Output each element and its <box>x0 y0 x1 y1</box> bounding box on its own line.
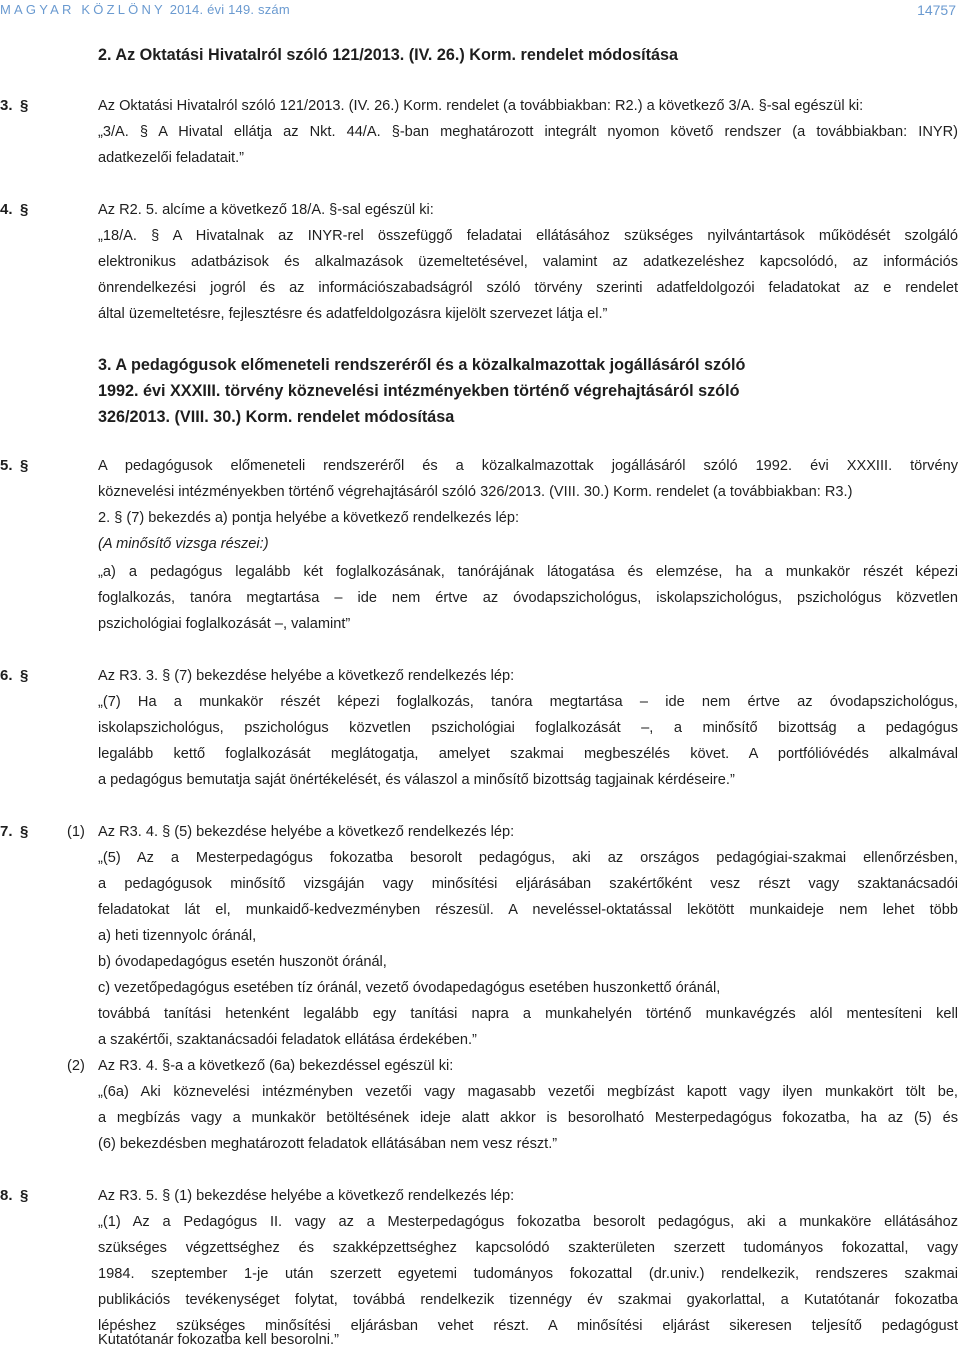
text-line: 2. § (7) bekezdés a) pontja helyébe a következő rendelkezés lép: <box>98 510 520 526</box>
text-line: a pedagógusok minősítő vizsgáján vagy minősítési eljárásában szakértőként vesz részt vagy szaktanácsadói <box>98 876 958 892</box>
text-line: adatkezelői feladatait.” <box>98 150 245 166</box>
text-line: Az R3. 4. §-a a következő (6a) bekezdéssel egészül ki: <box>98 1058 454 1074</box>
chapter-heading-3-line-1: 3. A pedagógusok előmeneteli rendszeréről és a közalkalmazottak jogállásáról szóló <box>98 356 746 374</box>
text-line: Az R2. 5. alcíme a következő 18/A. §-sal egészül ki: <box>98 202 434 218</box>
section-number: 5. <box>0 457 13 474</box>
text-line: „(6a) Aki köznevelési intézményben vezetői vagy magasabb vezetői megbízást kapott vagy ilyen munkakört tölt be, <box>98 1084 958 1100</box>
text-line: „(1) Az a Pedagógus II. vagy az a Mesterpedagógus fokozatba besorolt pedagógus, aki a munkaköre ellátásához <box>98 1214 958 1230</box>
issue-number: 2014. évi 149. szám <box>169 2 290 17</box>
text-line: továbbá tanítási hetenként legalább egy tanítási napra a munkahelyén történő munkavégzés alól mentesíteni kell <box>98 1006 958 1022</box>
text-line: b) óvodapedagógus esetén huszonöt óránál, <box>98 954 387 970</box>
chapter-heading-2: 2. Az Oktatási Hivatalról szóló 121/2013. (IV. 26.) Korm. rendelet módosítása <box>98 46 678 64</box>
page-header <box>0 0 960 24</box>
section-number: 7. <box>0 823 13 840</box>
text-line: a pedagógus bemutatja saját önértékelését, és válaszol a minősítő bizottság tagjainak kérdéseire.” <box>98 772 735 788</box>
text-line: iskolapszichológus, pszichológus közvetlen pszichológiai foglalkozását –, a minősítő bizottság a pedagógus <box>98 720 958 736</box>
text-line: a) heti tizennyolc óránál, <box>98 928 257 944</box>
text-line: önrendelkezési jogról és az információszabadságról szóló törvény szerinti adatfeldolgozói feladatokat az e rendelet <box>98 280 958 296</box>
text-line: pszichológiai foglalkozását –, valamint” <box>98 616 351 632</box>
section-sign: § <box>20 1187 29 1204</box>
journal-title: MAGYAR KÖZLÖNY 2014. évi 149. szám <box>0 2 290 17</box>
text-line: „3/A. § A Hivatal ellátja az Nkt. 44/A. §-ban meghatározott integrált nyomon követő rendszer (a továbbiakban: INYR) <box>98 124 958 140</box>
text-line: A pedagógusok előmeneteli rendszeréről és a közalkalmazottak jogállásáról szóló 1992. évi XXXIII. törvény <box>98 458 958 474</box>
text-line: a szakértői, szaktanácsadói feladatok ellátása érdekében.” <box>98 1032 477 1048</box>
section-sign: § <box>20 97 29 114</box>
page-number: 14757 <box>917 2 956 18</box>
text-line: által üzemeltetésre, fejlesztésre és adatfeldolgozásra kijelölt szervezet látja el.” <box>98 306 608 322</box>
text-line: Az R3. 5. § (1) bekezdése helyébe a következő rendelkezés lép: <box>98 1188 515 1204</box>
section-sign: § <box>20 667 29 684</box>
section-sign: § <box>20 823 29 840</box>
section-number: 6. <box>0 667 13 684</box>
text-line: foglalkozás, tanóra megtartása – ide nem értve az óvodapszichológus, iskolapszichológus, pszichológus közvetlen <box>98 590 958 606</box>
text-line: „(7) Ha a munkakör részét képezi foglalkozás, tanóra megtartása – ide nem értve az óvodapszichológus, <box>98 694 958 710</box>
section-number: 8. <box>0 1187 13 1204</box>
text-line: (6) bekezdésben meghatározott feladatok ellátásában nem vesz részt.” <box>98 1136 558 1152</box>
chapter-heading-3-line-3: 326/2013. (VIII. 30.) Korm. rendelet módosítása <box>98 408 455 426</box>
text-line: publikációs tevékenységet folytat, továbbá rendelkezik tizennégy év szakmai gyakorlattal, a Kutatótanár fokozatba <box>98 1292 958 1308</box>
subsection-number: (1) <box>67 824 85 840</box>
section-number: 4. <box>0 201 13 218</box>
text-line: 1984. szeptember 1-je után szerzett egyetemi tudományos fokozattal (dr.univ.) rendelkezik, rendszeres szakmai <box>98 1266 958 1282</box>
chapter-heading-3-line-2: 1992. évi XXXIII. törvény köznevelési intézményekben történő végrehajtásáról szóló <box>98 382 740 400</box>
text-line: Az Oktatási Hivatalról szóló 121/2013. (IV. 26.) Korm. rendelet (a továbbiakban: R2.) a következő 3/A. §-sal egészül ki: <box>98 98 864 114</box>
text-line: Az R3. 4. § (5) bekezdése helyébe a következő rendelkezés lép: <box>98 824 515 840</box>
text-line: Az R3. 3. § (7) bekezdése helyébe a következő rendelkezés lép: <box>98 668 515 684</box>
text-line: „a) a pedagógus legalább két foglalkozásának, tanórájának látogatása és elemzése, ha a munkakör részét képezi <box>98 564 958 580</box>
section-sign: § <box>20 457 29 474</box>
text-line: köznevelési intézményekben történő végrehajtásáról szóló 326/2013. (VIII. 30.) Korm. rendelet (a továbbiakban: R3.) <box>98 484 853 500</box>
text-line: elektronikus adatbázisok és alkalmazások üzemeltetésével, valamint az adatkezeléshez kapcsolódó, az információs <box>98 254 958 270</box>
text-line: feladatokat lát el, munkaidő-kedvezményben részesül. A neveléssel-oktatással lekötött munkaideje nem lehet több <box>98 902 958 918</box>
text-line: c) vezetőpedagógus esetében tíz óránál, vezető óvodapedagógus esetében huszonkettő óránál, <box>98 980 721 996</box>
section-sign: § <box>20 201 29 218</box>
text-line: szükséges végzettséghez és szakképzettséghez kapcsolódó szakterületen szerzett tudományos fokozattal, vagy <box>98 1240 958 1256</box>
text-line: Kutatótanár fokozatba kell besorolni.” <box>98 1332 339 1348</box>
subsection-number: (2) <box>67 1058 85 1074</box>
text-line: legalább kettő foglalkozását meglátogatja, amelyet szakmai megbeszélés követ. A portfólióvédés alkalmával <box>98 746 958 762</box>
text-line: lépéshez szükséges minősítési eljárásban vehet részt. A minősítési eljárást sikeresen teljesítő pedagógust <box>98 1318 958 1334</box>
text-line: „18/A. § A Hivatalnak az INYR-rel összefüggő feladatai ellátásához szükséges nyilvántartások működését szolgáló <box>98 228 958 244</box>
text-line: a megbízás vagy a munkakör betöltésének ideje alatt akkor is besorolható Mesterpedagógus fokozatba, ha az (5) és <box>98 1110 958 1126</box>
text-line: „(5) Az a Mesterpedagógus fokozatba besorolt pedagógus, aki az országos pedagógiai-szakmai ellenőrzésben, <box>98 850 958 866</box>
section-number: 3. <box>0 97 13 114</box>
text-line: (A minősítő vizsga részei:) <box>98 536 269 552</box>
